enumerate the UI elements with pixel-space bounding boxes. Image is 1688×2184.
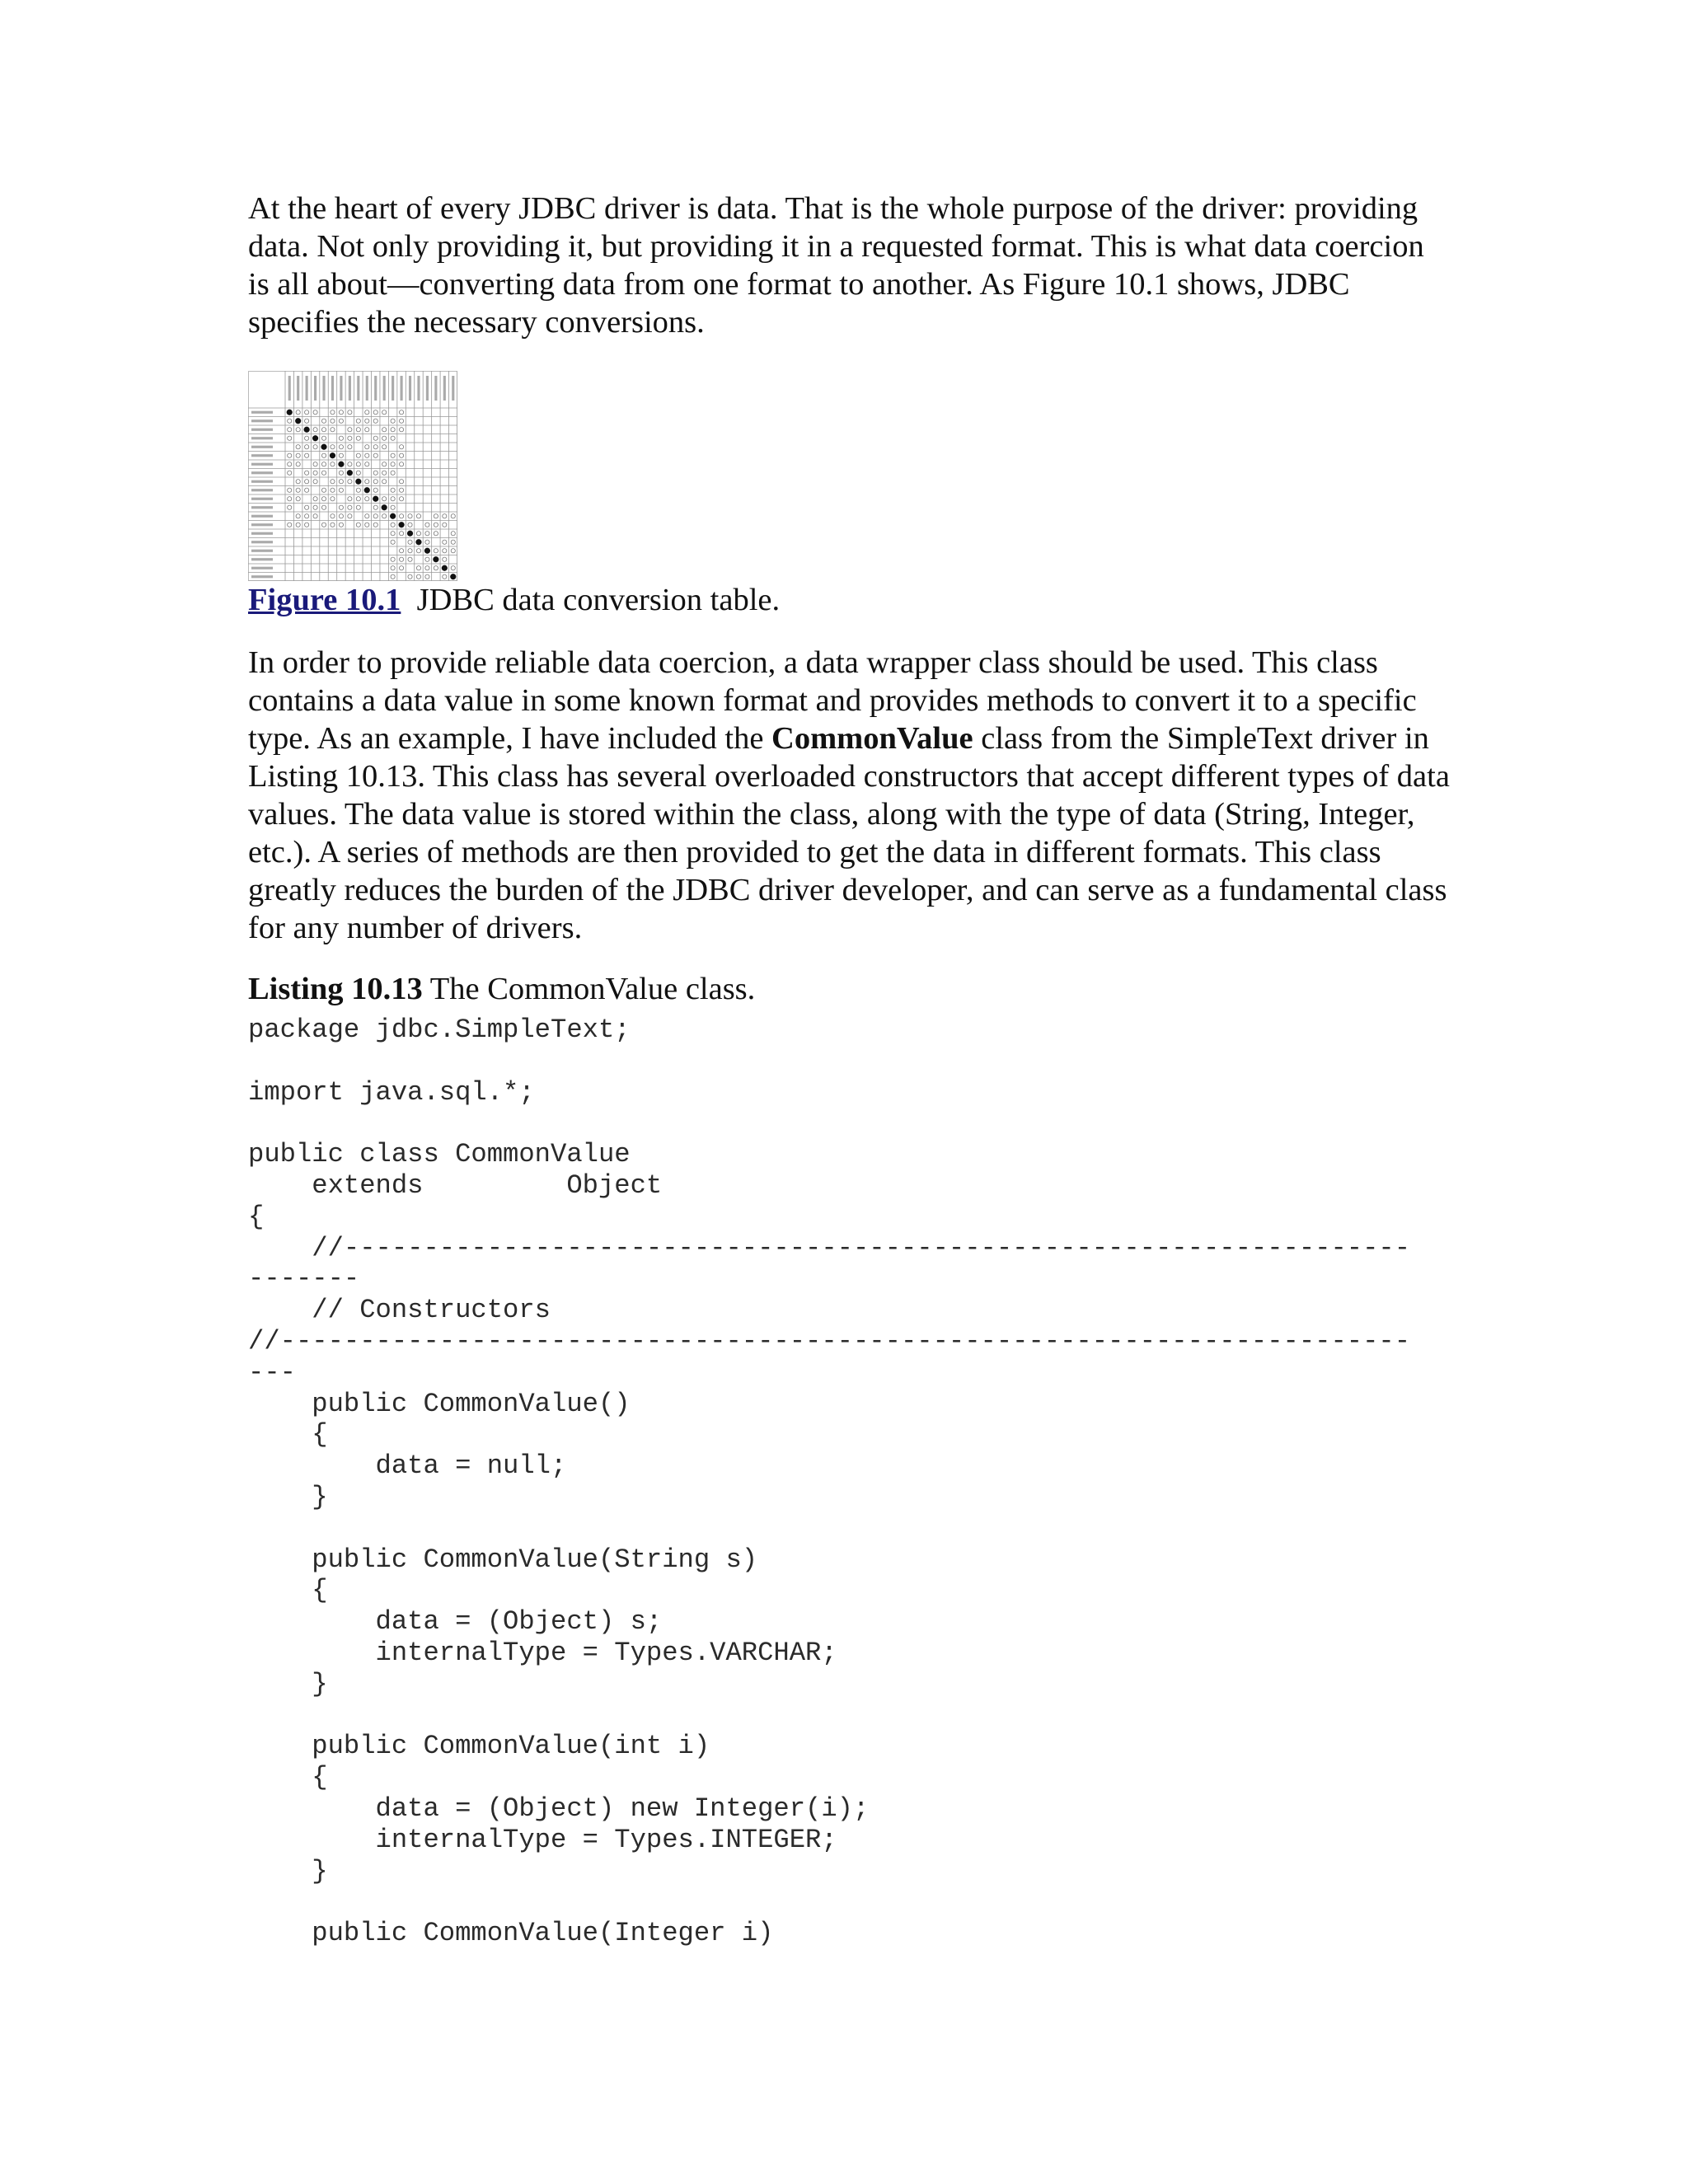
primary-conversion-dot [330,452,335,458]
figure-caption-text: JDBC data conversion table. [416,583,781,617]
column-label-mark [297,376,299,401]
body-paragraph [248,644,1451,947]
primary-conversion-dot [398,522,404,527]
primary-conversion-dot [347,470,353,476]
code-listing: package jdbc.SimpleText; import java.sql.*; public class CommonValue extends Object { //------------------------------------------------------------------- ------- // Constructors //----------------------------------------------------------------------- --- public CommonValue() { data = null; } public CommonValue(String s) { data = (Object) s; internalType = Types.VARCHAR; } public CommonValue(int i) { data = (Object) new Integer(i); internalType = Types.INTEGER; } public CommonValue(Integer i) [248,1015,1411,1949]
row-label-mark [251,480,273,483]
column-label-mark [383,376,386,401]
column-label-mark [349,376,351,401]
primary-conversion-dot [355,479,361,485]
primary-conversion-dot [373,496,378,502]
listing-title [248,970,1451,1008]
primary-conversion-dot [338,462,344,467]
column-label-mark [452,376,454,401]
column-label-mark [401,376,403,401]
primary-conversion-dot [382,504,387,510]
column-label-mark [426,376,429,401]
primary-conversion-dot [450,574,456,579]
body-text-end: class from the SimpleText driver in Listing 10.13. This class has several overloaded constructors that accept different types of data values. The data value is stored within the class, along with the type of data (String, Integer, etc.). A series of methods are then provided to get the data in different formats. This class greatly reduces the burden of the JDBC driver developer, and can serve as a fundamental class for any number of drivers. [248,721,1450,945]
row-label-mark [251,498,273,500]
row-label-mark [251,454,273,457]
column-label-mark [417,376,420,401]
row-label-mark [251,550,273,552]
primary-conversion-dot [433,556,438,562]
column-label-mark [374,376,377,401]
primary-conversion-dot [442,565,448,571]
primary-conversion-dot [364,487,370,493]
figure-link[interactable]: Figure 10.1 [248,583,401,617]
primary-conversion-dot [390,513,396,519]
row-label-mark [251,471,273,474]
figure-caption [248,581,1451,619]
body-text-start: In order to provide reliable data coercion, a data wrapper class should be used. This class contains a data value in some known format and provides methods to convert it to a specific type. As an example, I have included the [248,645,1417,756]
row-label-mark [251,506,273,509]
primary-conversion-dot [407,531,413,537]
row-label-mark [251,419,273,422]
row-label-mark [251,532,273,535]
row-label-mark [251,446,273,448]
primary-conversion-dot [304,427,310,433]
row-label-mark [251,463,273,466]
class-name-bold: CommonValue [771,721,973,756]
column-label-mark [288,376,291,401]
conversion-table-image [248,371,457,581]
primary-conversion-dot [424,548,430,554]
row-label-mark [251,437,273,439]
row-label-mark [251,523,273,526]
column-label-mark [443,376,446,401]
column-label-mark [366,376,368,401]
column-label-mark [340,376,342,401]
row-label-mark [251,575,273,578]
column-label-mark [392,376,394,401]
listing-label: Listing 10.13 [248,972,423,1006]
column-label-mark [322,376,325,401]
row-label-mark [251,515,273,518]
primary-conversion-dot [415,539,421,545]
primary-conversion-dot [287,410,293,415]
row-label-mark [251,429,273,431]
primary-conversion-dot [295,418,301,424]
conversion-table-figure [248,371,457,581]
row-label-mark [251,411,273,414]
column-label-mark [357,376,359,401]
row-label-mark [251,541,273,543]
page-content [248,190,1451,1949]
column-label-mark [314,376,316,401]
row-label-mark [251,567,273,569]
column-label-mark [331,376,334,401]
column-label-mark [306,376,308,401]
listing-title-text: The CommonValue class. [429,972,756,1006]
primary-conversion-dot [312,435,318,441]
intro-paragraph: At the heart of every JDBC driver is data. That is the whole purpose of the driver: providing data. Not only providing it, but providing it in a requested format. This is what data coercion is all about—converting data from one format to another. As Figure 10.1 shows, JDBC specifies the necessary conversions. [248,191,1424,340]
row-label-mark [251,558,273,560]
primary-conversion-dot [321,444,326,450]
row-label-mark [251,489,273,491]
column-label-mark [409,376,411,401]
column-label-mark [434,376,437,401]
